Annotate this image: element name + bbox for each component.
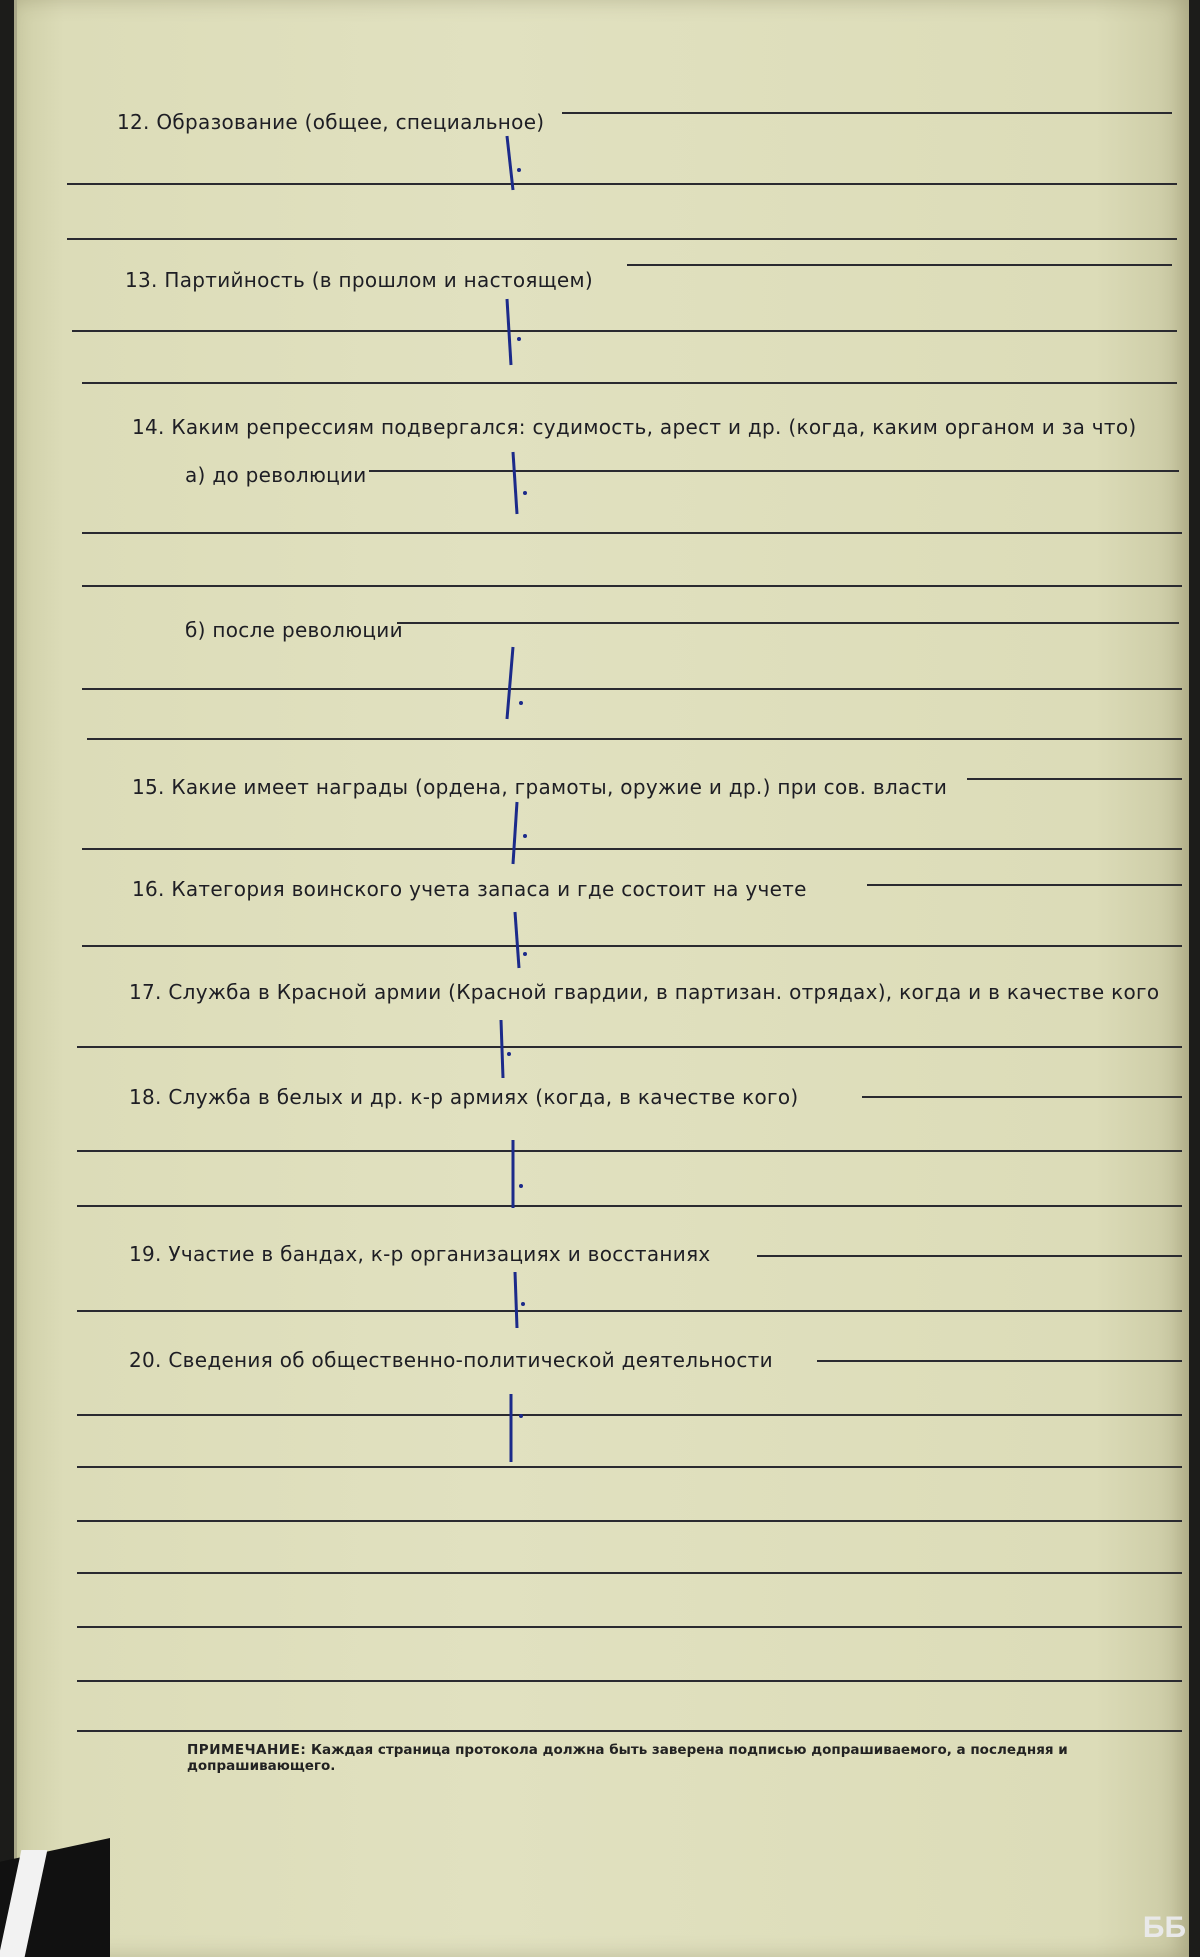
answer-line: [82, 585, 1182, 587]
q14b-label: б) после революции: [185, 618, 403, 642]
dash-mark-icon: [495, 1392, 527, 1472]
answer-line: [77, 1310, 1182, 1312]
answer-line: [967, 778, 1182, 780]
q13-label: 13. Партийность (в прошлом и настоящем): [125, 268, 593, 292]
answer-line: [67, 238, 1177, 240]
q14a-label: а) до революции: [185, 463, 367, 487]
q15-label: 15. Какие имеет награды (ордена, грамоты, оружие и др.) при сов. власти: [132, 775, 948, 799]
answer-line: [82, 532, 1182, 534]
q19-label: 19. Участие в бандах, к-р организациях и восстаниях: [129, 1242, 711, 1266]
answer-line: [369, 470, 1179, 472]
answer-line: [77, 1150, 1182, 1152]
answer-line: [82, 382, 1177, 384]
answer-line: [82, 848, 1182, 850]
q18-label: 18. Служба в белых и др. к-р армиях (когда, в качестве кого): [129, 1085, 799, 1109]
dash-mark-icon: [499, 800, 531, 880]
answer-line: [77, 1572, 1182, 1574]
answer-line: [77, 1680, 1182, 1682]
answer-line: [77, 1626, 1182, 1628]
footnote-head: ПРИМЕЧАНИЕ:: [187, 1742, 307, 1758]
answer-line: [862, 1096, 1182, 1098]
answer-line: [867, 884, 1182, 886]
q16-label: 16. Категория воинского учета запаса и где состоит на учете: [132, 877, 807, 901]
corner-mark: ББ: [1142, 1911, 1186, 1944]
answer-line: [87, 738, 1182, 740]
q12-label: 12. Образование (общее, специальное): [117, 110, 545, 134]
dash-mark-icon: [499, 910, 531, 990]
q20-label: 20. Сведения об общественно-политической деятельности: [129, 1348, 773, 1372]
answer-line: [67, 183, 1177, 185]
footnote-text: Каждая страница протокола должна быть заверена подписью допрашиваемого, а последняя и допрашивающего.: [187, 1742, 1068, 1774]
answer-line: [817, 1360, 1182, 1362]
dash-mark-icon: [497, 1138, 529, 1218]
answer-line: [77, 1414, 1182, 1416]
dash-mark-icon: [495, 130, 527, 210]
answer-line: [82, 945, 1182, 947]
dash-mark-icon: [495, 645, 527, 725]
answer-line: [77, 1730, 1182, 1732]
q17-label: 17. Служба в Красной армии (Красной гвардии, в партизан. отрядах), когда и в качестве кого: [129, 980, 1160, 1004]
answer-line: [397, 622, 1179, 624]
dash-mark-icon: [499, 1270, 531, 1350]
dash-mark-icon: [499, 448, 531, 528]
q14-label: 14. Каким репрессиям подвергался: судимость, арест и др. (когда, каким органом и за что): [132, 415, 1137, 439]
answer-line: [72, 330, 1177, 332]
answer-line: [562, 112, 1172, 114]
answer-line: [77, 1046, 1182, 1048]
answer-line: [77, 1205, 1182, 1207]
answer-line: [82, 688, 1182, 690]
dash-mark-icon: [495, 295, 527, 375]
answer-line: [757, 1255, 1182, 1257]
form-page: [14, 0, 1189, 1957]
answer-line: [627, 264, 1172, 266]
answer-line: [77, 1520, 1182, 1522]
answer-line: [77, 1466, 1182, 1468]
footnote: [187, 1742, 1187, 1774]
